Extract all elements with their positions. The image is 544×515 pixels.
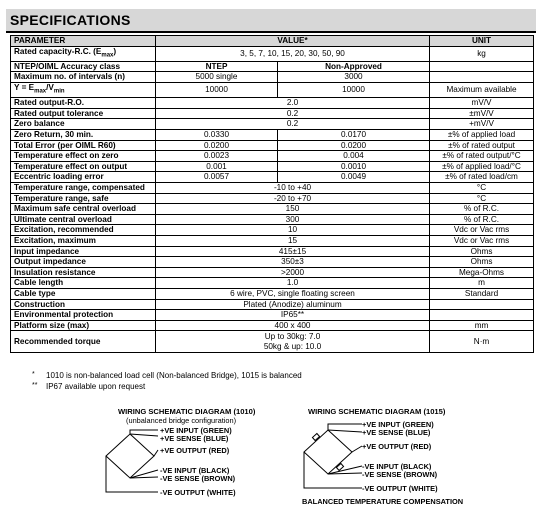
parameter-cell: Rated output tolerance [11, 108, 156, 119]
table-row [11, 204, 534, 215]
value-cell: >2000 [156, 267, 430, 278]
value-cell: 2.0 [156, 98, 430, 109]
table-row [11, 331, 534, 353]
wiring-diagram-1015 [308, 407, 445, 416]
parameter-cell: Zero balance [11, 119, 156, 130]
parameter-cell: Recommended torque [11, 331, 156, 353]
parameter-cell: Temperature range, compensated [11, 183, 156, 194]
wire-label-pos-input: +VE INPUT (GREEN) [160, 426, 232, 435]
parameter-cell: Rated output-R.O. [11, 98, 156, 109]
parameter-cell: Cable type [11, 288, 156, 299]
unit-cell: % of R.C. [430, 214, 534, 225]
wire-label-neg-output: -VE OUTPUT (WHITE) [160, 488, 236, 497]
parameter-cell: Insulation resistance [11, 267, 156, 278]
unit-cell: mV/V [430, 98, 534, 109]
diagram-title: WIRING SCHEMATIC DIAGRAM (1010) [118, 407, 256, 416]
table-row [11, 108, 534, 119]
parameter-cell: Excitation, recommended [11, 225, 156, 236]
parameter-cell: Platform size (max) [11, 320, 156, 331]
table-row [11, 61, 534, 72]
table-row [11, 246, 534, 257]
diagram-title: WIRING SCHEMATIC DIAGRAM (1015) [308, 407, 446, 416]
unit-cell: °C [430, 193, 534, 204]
footnote-text: 1010 is non-balanced load cell (Non-balanced Bridge), 1015 is balanced [46, 371, 302, 380]
unit-cell: kg [430, 46, 534, 61]
value-cell: 0.2 [156, 119, 430, 130]
wire-label-neg-output: -VE OUTPUT (WHITE) [362, 484, 438, 493]
value-cell: 0.0200 [278, 140, 430, 151]
unit-cell: °C [430, 183, 534, 194]
unit-cell: ±% of rated output [430, 140, 534, 151]
value-cell: NTEP [156, 61, 278, 72]
value-cell: Non-Approved [278, 61, 430, 72]
table-body [11, 46, 534, 353]
table-row [11, 140, 534, 151]
table-row [11, 235, 534, 246]
table-row [11, 193, 534, 204]
parameter-cell: Ultimate central overload [11, 214, 156, 225]
unit-cell: Vdc or Vac rms [430, 235, 534, 246]
parameter-cell: Excitation, maximum [11, 235, 156, 246]
table-row [11, 161, 534, 172]
unit-cell: ±% of rated load/cm [430, 172, 534, 183]
table-row [11, 46, 534, 61]
value-cell: 0.0170 [278, 130, 430, 141]
table-row [11, 320, 534, 331]
table-row [11, 151, 534, 162]
table-row [11, 183, 534, 194]
wiring-diagram-1010 [118, 407, 255, 425]
value-cell: 10000 [278, 83, 430, 98]
table-row [11, 119, 534, 130]
table-header-row [11, 36, 534, 47]
value-cell: 150 [156, 204, 430, 215]
value-cell: Up to 30kg: 7.0 50kg & up: 10.0 [156, 331, 430, 353]
value-cell: IP65** [156, 310, 430, 321]
bridge-schematic-1015 [296, 420, 368, 496]
parameter-cell: Output impedance [11, 257, 156, 268]
wire-label-neg-input: -VE INPUT (BLACK) [160, 466, 230, 475]
header-unit: UNIT [430, 36, 534, 47]
wire-label-pos-sense: +VE SENSE (BLUE) [362, 428, 431, 437]
value-cell: 0.0200 [156, 140, 278, 151]
section-title: SPECIFICATIONS [10, 12, 131, 28]
parameter-cell: Maximum no. of intervals (n) [11, 72, 156, 83]
footnote [32, 370, 302, 381]
value-cell: 5000 single [156, 72, 278, 83]
value-cell: 1.0 [156, 278, 430, 289]
unit-cell: Mega-Ohms [430, 267, 534, 278]
unit-cell: ±% of applied load [430, 130, 534, 141]
value-cell: 0.001 [156, 161, 278, 172]
parameter-cell: Input impedance [11, 246, 156, 257]
unit-cell: Ohms [430, 257, 534, 268]
table-row [11, 225, 534, 236]
footnote-text: IP67 available upon request [46, 382, 146, 391]
parameter-cell: Eccentric loading error [11, 172, 156, 183]
unit-cell: ±% of rated output/°C [430, 151, 534, 162]
value-cell: Plated (Anodize) aluminum [156, 299, 430, 310]
parameter-cell: Temperature effect on output [11, 161, 156, 172]
value-cell: 3, 5, 7, 10, 15, 20, 30, 50, 90 [156, 46, 430, 61]
value-cell: -20 to +70 [156, 193, 430, 204]
table-row [11, 310, 534, 321]
footnote-mark: * [32, 371, 35, 378]
parameter-cell: Temperature effect on zero [11, 151, 156, 162]
parameter-cell: $Y = E_{max}/V_{min}$ [11, 83, 156, 98]
parameter-cell: Total Error (per OIML R60) [11, 140, 156, 151]
unit-cell [430, 310, 534, 321]
specifications-table [10, 35, 534, 353]
unit-cell: ±% of applied load/°C [430, 161, 534, 172]
section-title-bar [6, 9, 536, 33]
wire-label-neg-sense: -VE SENSE (BROWN) [160, 474, 236, 483]
value-cell: 3000 [278, 72, 430, 83]
unit-cell: Maximum available [430, 83, 534, 98]
parameter-cell: Temperature range, safe [11, 193, 156, 204]
unit-cell: % of R.C. [430, 204, 534, 215]
unit-cell: N·m [430, 331, 534, 353]
value-cell: 6 wire, PVC, single floating screen [156, 288, 430, 299]
header-parameter: PARAMETER [11, 36, 156, 47]
diagram-subtitle: (unbalanced bridge configuration) [126, 416, 237, 425]
table-row [11, 172, 534, 183]
table-row [11, 257, 534, 268]
unit-cell: mm [430, 320, 534, 331]
parameter-cell: Maximum safe central overload [11, 204, 156, 215]
parameter-cell: NTEP/OIML Accuracy class [11, 61, 156, 72]
value-cell: 0.0330 [156, 130, 278, 141]
value-cell: 10 [156, 225, 430, 236]
value-cell: 0.2 [156, 108, 430, 119]
value-cell: -10 to +40 [156, 183, 430, 194]
table-row [11, 267, 534, 278]
value-cell: 0.0057 [156, 172, 278, 183]
unit-cell: m [430, 278, 534, 289]
parameter-cell: Construction [11, 299, 156, 310]
parameter-cell: Cable length [11, 278, 156, 289]
unit-cell [430, 299, 534, 310]
table-row [11, 278, 534, 289]
value-cell: 0.0023 [156, 151, 278, 162]
unit-cell: ±mV/V [430, 108, 534, 119]
value-cell: 0.0010 [278, 161, 430, 172]
value-cell: 15 [156, 235, 430, 246]
wire-label-pos-output: +VE OUTPUT (RED) [362, 442, 432, 451]
table-row [11, 214, 534, 225]
table-row [11, 72, 534, 83]
wire-label-neg-input: -VE INPUT (BLACK) [362, 462, 432, 471]
footnote [32, 381, 302, 392]
table-row [11, 98, 534, 109]
table-row [11, 288, 534, 299]
unit-cell: Vdc or Vac rms [430, 225, 534, 236]
diagram-caption: BALANCED TEMPERATURE COMPENSATION [302, 497, 464, 506]
parameter-cell: Environmental protection [11, 310, 156, 321]
unit-cell: Standard [430, 288, 534, 299]
header-value: VALUE* [156, 36, 430, 47]
value-cell: 415±15 [156, 246, 430, 257]
unit-cell: Ohms [430, 246, 534, 257]
footnotes [32, 370, 302, 392]
table-row [11, 299, 534, 310]
value-cell: 0.0049 [278, 172, 430, 183]
unit-cell: +mV/V [430, 119, 534, 130]
parameter-cell: Zero Return, 30 min. [11, 130, 156, 141]
value-cell: 350±3 [156, 257, 430, 268]
wire-label-pos-output: +VE OUTPUT (RED) [160, 446, 230, 455]
wire-label-pos-input: +VE INPUT (GREEN) [362, 420, 434, 429]
value-cell: 400 x 400 [156, 320, 430, 331]
value-cell: 300 [156, 214, 430, 225]
unit-cell [430, 72, 534, 83]
table-row [11, 83, 534, 98]
wire-label-pos-sense: +VE SENSE (BLUE) [160, 434, 229, 443]
wire-label-neg-sense: -VE SENSE (BROWN) [362, 470, 438, 479]
parameter-cell: Rated capacity-R.C. $(E_{max})$ [11, 46, 156, 61]
unit-cell [430, 61, 534, 72]
value-cell: 10000 [156, 83, 278, 98]
value-cell: 0.004 [278, 151, 430, 162]
footnote-mark: ** [32, 382, 38, 389]
table-row [11, 130, 534, 141]
